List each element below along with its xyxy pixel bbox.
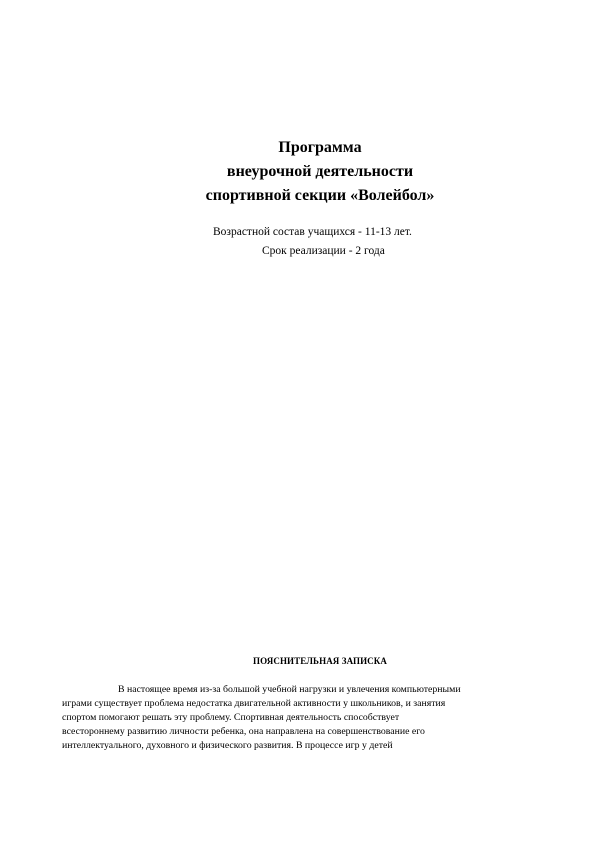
paragraph-line-4: всестороннему развитию личности ребенка, она направлена на совершенствование его bbox=[62, 726, 425, 737]
age-composition: Возрастной состав учащихся - 11-13 лет. bbox=[213, 226, 412, 238]
title-line-2: внеурочной деятельности bbox=[226, 163, 414, 180]
paragraph-line-5: интеллектуального, духовного и физического развития. В процессе игр у детей bbox=[62, 740, 393, 751]
implementation-term: Срок реализации - 2 года bbox=[262, 245, 385, 257]
paragraph-line-2: играми существует проблема недостатка двигательной активности у школьников, и занятия bbox=[62, 698, 446, 709]
title-line-3: спортивной секции «Волейбол» bbox=[205, 187, 435, 204]
paragraph-line-1: В настоящее время из-за большой учебной нагрузки и увлечения компьютерными bbox=[118, 684, 461, 695]
explanatory-note-heading: ПОЯСНИТЕЛЬНАЯ ЗАПИСКА bbox=[253, 656, 387, 666]
title-line-1: Программа bbox=[278, 139, 362, 156]
paragraph-line-3: спортом помогают решать эту проблему. Спортивная деятельность способствует bbox=[62, 712, 400, 723]
